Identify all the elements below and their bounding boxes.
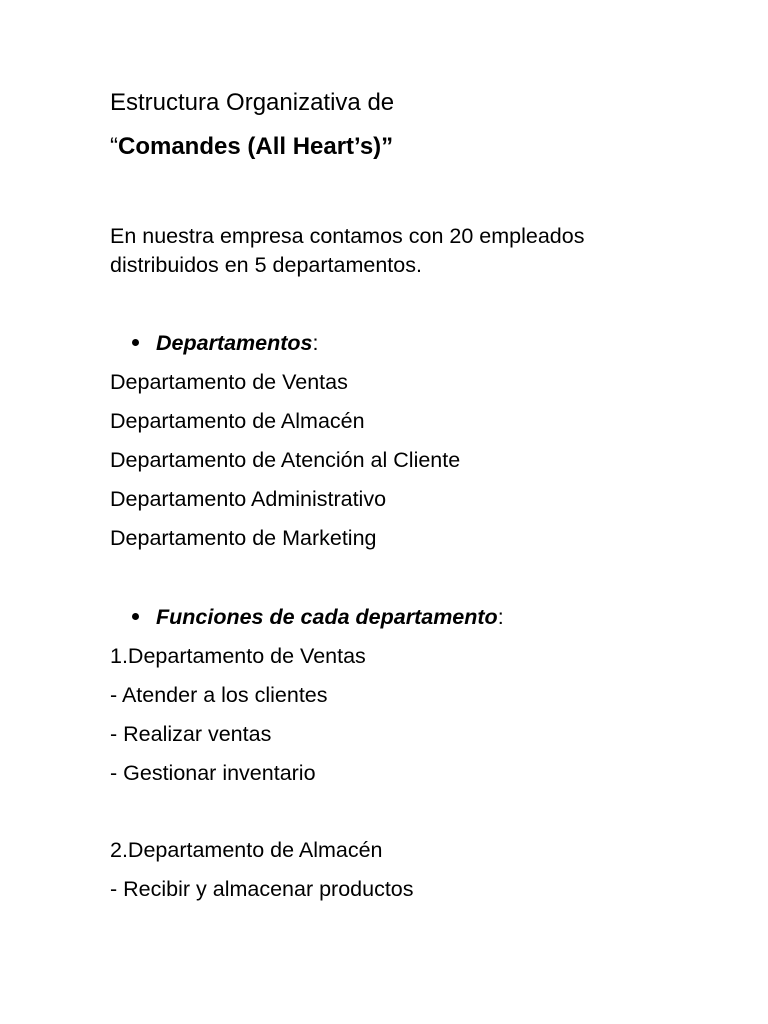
bullet-icon xyxy=(132,339,139,346)
title-line-1: Estructura Organizativa de xyxy=(110,89,395,116)
intro-line-1: En nuestra empresa contamos con 20 empleados xyxy=(110,224,585,248)
functions-bullet xyxy=(132,604,504,630)
departments-colon: : xyxy=(312,331,319,355)
intro-line-2: distribuidos en 5 departamentos. xyxy=(110,253,422,277)
functions-heading: Funciones de cada departamento xyxy=(156,605,498,629)
company-name: Comandes (All Heart’s) xyxy=(118,133,382,160)
ventas-task: - Atender a los clientes xyxy=(110,683,328,707)
almacen-task: - Recibir y almacenar productos xyxy=(110,877,414,901)
department-item: Departamento de Almacén xyxy=(110,409,365,433)
departments-bullet xyxy=(132,330,319,356)
title-open-quote: “ xyxy=(110,133,118,160)
departments-heading: Departamentos xyxy=(156,331,313,355)
functions-colon: : xyxy=(497,605,504,629)
department-item: Departamento Administrativo xyxy=(110,487,387,511)
department-item: Departamento de Atención al Cliente xyxy=(110,448,461,472)
ventas-task: - Gestionar inventario xyxy=(110,761,316,785)
ventas-title: 1.Departamento de Ventas xyxy=(110,644,366,668)
ventas-task: - Realizar ventas xyxy=(110,722,272,746)
title-line-2 xyxy=(110,133,393,161)
department-item: Departamento de Marketing xyxy=(110,526,377,550)
almacen-title: 2.Departamento de Almacén xyxy=(110,838,383,862)
title-close-quote: ” xyxy=(381,133,394,160)
department-item: Departamento de Ventas xyxy=(110,370,348,394)
bullet-icon xyxy=(132,613,139,620)
